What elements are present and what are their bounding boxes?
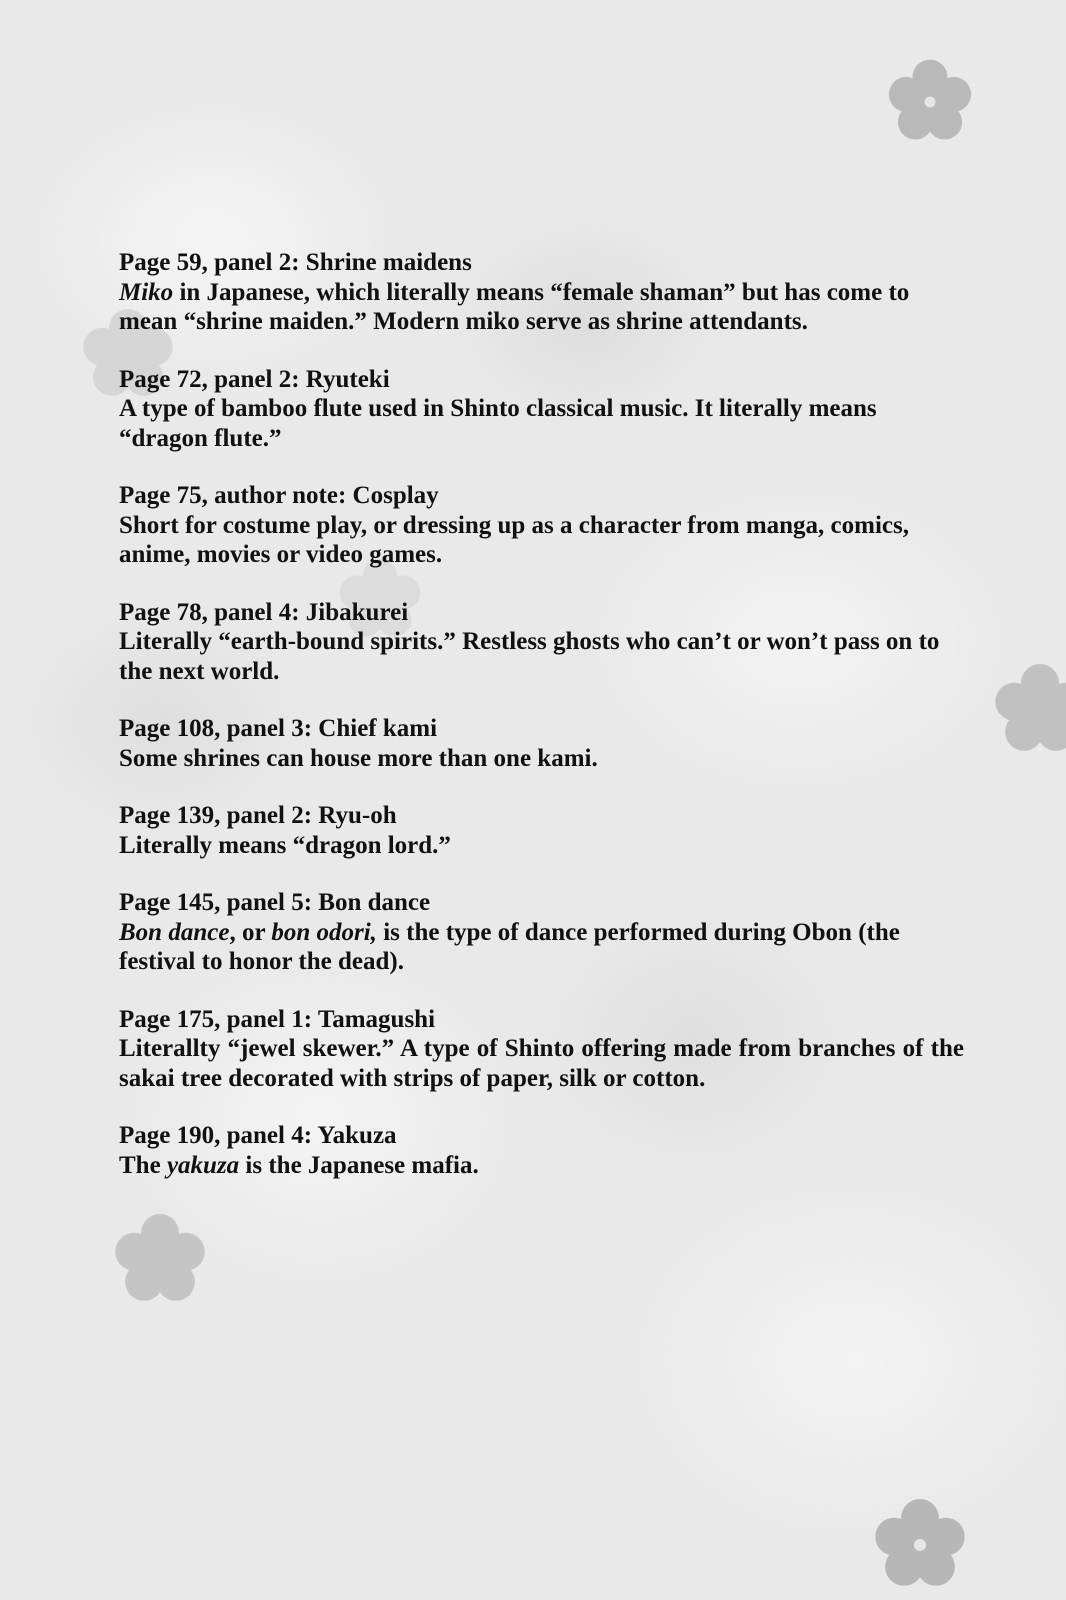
glossary-notes xyxy=(119,248,964,1208)
entry-title: Page 139, panel 2: Ryu-oh xyxy=(119,802,397,829)
entry-text: in Japanese, which literally means “female shaman” but has come to mean “shrine maiden.” Modern miko serve as shrine attendants. xyxy=(119,278,910,335)
entry-text: is the type of dance performed during Obon (the festival to honor the dead). xyxy=(119,918,900,975)
glossary-entry xyxy=(119,598,964,687)
plum-blossom-icon xyxy=(990,660,1066,760)
entry-text: The xyxy=(119,1151,167,1179)
entry-term-italic: yakuza xyxy=(166,1151,240,1179)
entry-body: A type of bamboo flute used in Shinto classical music. It literally means “dragon flute.” xyxy=(119,395,877,452)
glossary-entry xyxy=(119,481,964,570)
entry-body: Literally “earth-bound spirits.” Restless ghosts who can’t or won’t pass on to the next world. xyxy=(119,628,940,685)
entry-body xyxy=(119,278,964,337)
glossary-entry xyxy=(119,365,964,454)
entry-title: Page 75, author note: Cosplay xyxy=(119,482,439,509)
entry-title: Page 78, panel 4: Jibakurei xyxy=(119,598,409,626)
entry-title: Page 108, panel 3: Chief kami xyxy=(119,715,438,742)
entry-text: is the Japanese mafia. xyxy=(239,1151,479,1179)
entry-title: Page 72, panel 2: Ryuteki xyxy=(119,365,390,393)
entry-title: Page 190, panel 4: Yakuza xyxy=(119,1122,397,1149)
entry-body: Literallty “jewel skewer.” A type of Shinto offering made from branches of the sakai tree decorated with strips of paper, silk or cotton. xyxy=(119,1035,964,1092)
entry-body: Literally means “dragon lord.” xyxy=(119,831,451,859)
entry-title: Page 59, panel 2: Shrine maidens xyxy=(119,249,472,276)
glossary-entry xyxy=(119,1005,964,1094)
glossary-entry xyxy=(119,1121,964,1180)
entry-body xyxy=(119,918,964,977)
plum-blossom-icon xyxy=(110,1210,210,1310)
glossary-entry xyxy=(119,888,964,977)
entry-term-italic: Miko xyxy=(119,278,174,306)
entry-body xyxy=(119,1151,964,1181)
entry-body: Some shrines can house more than one kami. xyxy=(119,744,598,772)
entry-text: , or xyxy=(229,918,272,946)
plum-blossom-icon xyxy=(870,1495,970,1595)
entry-title: Page 145, panel 5: Bon dance xyxy=(119,889,431,916)
entry-term-italic: Bon dance xyxy=(119,918,230,946)
plum-blossom-icon xyxy=(884,56,976,148)
glossary-entry xyxy=(119,801,964,860)
glossary-entry xyxy=(119,248,964,337)
entry-title: Page 175, panel 1: Tamagushi xyxy=(119,1005,436,1033)
entry-term-italic: bon odori, xyxy=(271,918,377,946)
entry-body: Short for costume play, or dressing up as a character from manga, comics, anime, movies or video games. xyxy=(119,511,910,568)
glossary-entry xyxy=(119,714,964,773)
